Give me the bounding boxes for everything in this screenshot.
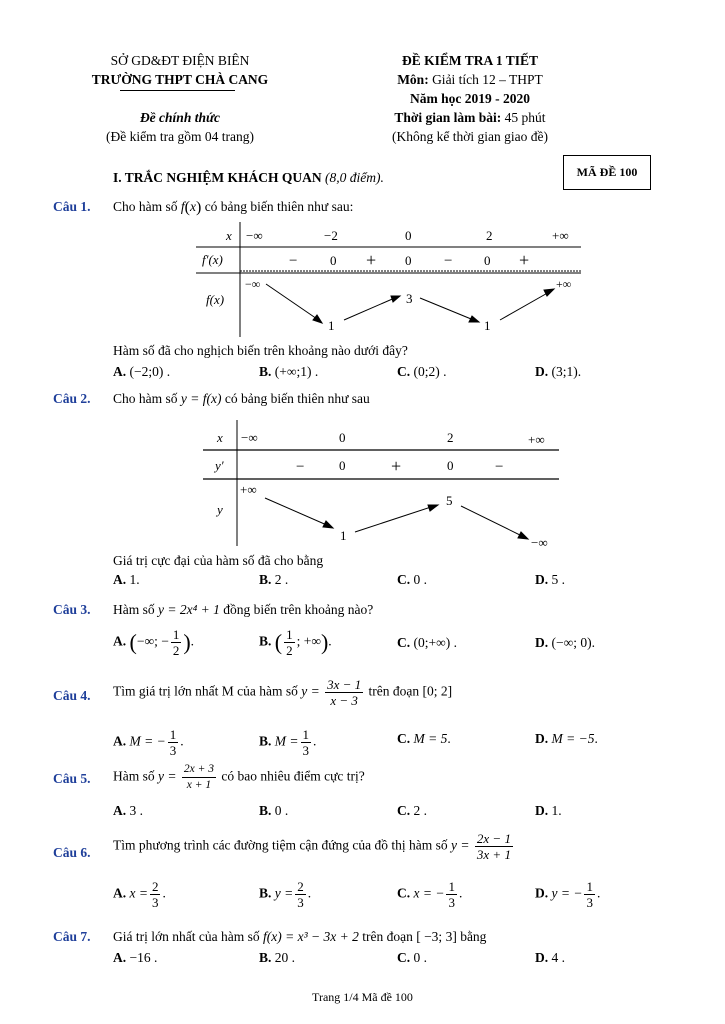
q6-label: Câu 6. <box>53 845 91 860</box>
school-name: TRƯỜNG THPT CHÀ CANG <box>91 72 269 87</box>
q5-option-b[interactable]: B. 0 . <box>259 803 289 818</box>
q6-option-d[interactable]: D. y = − $\frac{1}{3}$ . <box>535 879 601 910</box>
q2-variation-table <box>203 420 563 550</box>
q2-f2: 5 <box>446 493 453 508</box>
q1-f2: 3 <box>406 291 413 306</box>
q2-f3: −∞ <box>531 535 548 550</box>
q6-option-a[interactable]: A. x = $\frac{2}{3}$ . <box>113 879 166 910</box>
q3-label: Câu 3. <box>53 602 91 617</box>
q7-option-c[interactable]: C. 0 . <box>397 950 427 965</box>
q2-x0: −∞ <box>241 430 258 445</box>
q5-text <box>113 762 365 793</box>
q5-func-lhs: y = <box>158 768 177 784</box>
q2-s2: + <box>391 456 402 476</box>
q1-s0: − <box>289 253 298 269</box>
section-points: (8,0 điểm). <box>325 170 384 185</box>
q2-f1: 1 <box>340 528 347 543</box>
q4-option-b[interactable]: B. M = $\frac{1}{3}$ . <box>259 727 317 758</box>
q4-option-d[interactable]: D. M = −5. <box>535 731 598 746</box>
q7-text-a: Giá trị lớn nhất của hàm số <box>113 929 260 944</box>
q7-label: Câu 7. <box>53 929 91 944</box>
q1-x1: −2 <box>324 228 338 243</box>
section-title <box>113 170 384 186</box>
q4-text <box>113 677 452 708</box>
q2-row-d: y′ <box>215 458 224 473</box>
q1-row-x: x <box>226 228 232 243</box>
q1-func: f(x) <box>180 199 202 216</box>
q2-s0: − <box>296 459 305 475</box>
q2-func: y = f(x) <box>180 391 225 406</box>
q4-interval: [0; 2] <box>422 683 453 699</box>
q2-option-a[interactable]: A. 1. <box>113 572 140 587</box>
q4-fraction: $\frac{3x - 1}{x - 3}$ <box>327 677 362 708</box>
q7-interval: [ −3; 3] <box>416 929 457 944</box>
q1-text <box>113 199 353 217</box>
q6-option-c[interactable]: C. x = − $\frac{1}{3}$ . <box>397 879 463 910</box>
time-label: Thời gian làm bài: <box>394 110 502 125</box>
exam-title: ĐỀ KIỂM TRA 1 TIẾT <box>401 53 539 68</box>
q1-row-d: f′(x) <box>202 252 223 267</box>
section-heading: I. TRẮC NGHIỆM KHÁCH QUAN <box>113 170 322 185</box>
q6-option-b[interactable]: B. y = $\frac{2}{3}$ . <box>259 879 312 910</box>
q1-s5: 0 <box>484 253 491 268</box>
page-footer: Trang 1/4 Mã đề 100 <box>312 990 413 1004</box>
q4-option-c[interactable]: C. M = 5. <box>397 731 451 746</box>
q2-s3: 0 <box>447 458 454 473</box>
exam-code-box: MÃ ĐỀ 100 <box>563 155 651 190</box>
q2-row-f: y <box>217 502 223 517</box>
q2-s1: 0 <box>339 458 346 473</box>
q1-text-b: có bảng biến thiên như sau: <box>204 199 354 215</box>
q3-option-b[interactable]: B. ( $\frac{1}{2}$ ; +∞). <box>259 627 332 658</box>
q1-f0: −∞ <box>245 277 261 291</box>
q1-s2: + <box>366 250 377 270</box>
q2-option-b[interactable]: B. 2 . <box>259 572 289 587</box>
q3-text-b: đồng biến trên khoảng nào? <box>223 602 374 617</box>
q3-option-a[interactable]: A. (−∞; − $\frac{1}{2}$ ). <box>113 627 195 658</box>
q1-label: Câu 1. <box>53 199 91 214</box>
q4-func-lhs: y = <box>301 683 320 699</box>
q3-option-c[interactable]: C. (0;+∞) . <box>397 635 457 650</box>
q2-question: Giá trị cực đại của hàm số đã cho bằng <box>113 553 324 568</box>
q7-func: f(x) = x³ − 3x + 2 <box>262 929 359 944</box>
time-line <box>360 110 580 126</box>
q3-text-a: Hàm số <box>113 602 155 617</box>
time-note: (Không kể thời gian giao đề) <box>392 129 548 144</box>
q2-text-a: Cho hàm số <box>113 391 178 406</box>
q7-option-a[interactable]: A. −16 . <box>113 950 158 965</box>
q7-text-b: trên đoạn <box>362 929 413 944</box>
q2-x3: +∞ <box>528 432 545 447</box>
q6-text-a: Tìm phương trình các đường tiệm cận đứng của đồ thị hàm số <box>113 837 448 853</box>
q7-option-d[interactable]: D. 4 . <box>535 950 565 965</box>
q2-x2: 2 <box>447 430 454 445</box>
q1-x0: −∞ <box>246 228 263 243</box>
q1-option-b[interactable]: B. (+∞;1) . <box>259 364 319 379</box>
q1-s1: 0 <box>330 253 337 268</box>
q1-text-a: Cho hàm số <box>113 199 178 215</box>
q2-text <box>113 391 370 407</box>
q6-func-lhs: y = <box>451 837 470 853</box>
q2-option-c[interactable]: C. 0 . <box>397 572 427 587</box>
q2-row-x: x <box>217 430 223 445</box>
q2-label: Câu 2. <box>53 391 91 406</box>
school-underline <box>120 90 235 91</box>
q6-fraction: $\frac{2x - 1}{3x + 1}$ <box>476 831 511 862</box>
q1-option-a[interactable]: A. (−2;0) . <box>113 364 171 379</box>
q1-x4: +∞ <box>552 228 569 243</box>
pages-note: (Đề kiểm tra gồm 04 trang) <box>105 129 255 144</box>
q1-question: Hàm số đã cho nghịch biến trên khoảng nào dưới đây? <box>113 343 408 358</box>
q4-text-a: Tìm giá trị lớn nhất M của hàm số <box>113 683 298 699</box>
q5-label: Câu 5. <box>53 771 91 786</box>
q1-x3: 2 <box>486 228 493 243</box>
dept-name: SỞ GD&ĐT ĐIỆN BIÊN <box>110 53 250 68</box>
q4-text-b: trên đoạn <box>368 683 420 699</box>
q2-text-b: có bảng biến thiên như sau <box>224 391 370 406</box>
q5-text-a: Hàm số <box>113 768 155 784</box>
q2-option-d[interactable]: D. 5 . <box>535 572 565 587</box>
q7-option-b[interactable]: B. 20 . <box>259 950 296 965</box>
q2-s4: − <box>495 459 504 475</box>
q1-option-d[interactable]: D. (3;1). <box>535 364 582 379</box>
q1-s3: 0 <box>405 253 412 268</box>
q2-f0: +∞ <box>240 482 257 497</box>
q7-text <box>113 929 486 945</box>
q1-f3: 1 <box>484 318 491 333</box>
q4-option-a[interactable]: A. M = − $\frac{1}{3}$ . <box>113 727 184 758</box>
q1-option-c[interactable]: C. (0;2) . <box>397 364 447 379</box>
subject: Giải tích 12 – THPT <box>432 72 543 87</box>
q7-text-c: bằng <box>460 929 487 944</box>
q1-s6: + <box>519 250 530 270</box>
school-year: Năm học 2019 - 2020 <box>410 91 530 106</box>
q5-text-b: có bao nhiêu điểm cực trị? <box>221 768 365 784</box>
q2-x1: 0 <box>339 430 346 445</box>
official-label: Đề chính thức <box>139 110 221 125</box>
q1-x2: 0 <box>405 228 412 243</box>
q6-text <box>113 831 515 862</box>
q1-row-f: f(x) <box>206 292 225 307</box>
q1-f1: 1 <box>328 318 335 333</box>
q5-option-c[interactable]: C. 2 . <box>397 803 427 818</box>
q5-option-d[interactable]: D. 1. <box>535 803 562 818</box>
q3-text <box>113 602 373 618</box>
q4-label: Câu 4. <box>53 688 91 703</box>
subject-label: Môn: <box>397 72 429 87</box>
q1-f4: +∞ <box>556 277 572 291</box>
q1-variation-table <box>196 222 586 340</box>
time-value: 45 phút <box>504 110 546 125</box>
q1-s4: − <box>444 253 453 269</box>
subject-line <box>360 72 580 88</box>
q3-func: y = 2x⁴ + 1 <box>158 602 220 617</box>
q5-fraction: $\frac{2x + 3}{x + 1}$ <box>183 763 214 791</box>
q3-option-d[interactable]: D. (−∞; 0). <box>535 635 595 650</box>
q5-option-a[interactable]: A. 3 . <box>113 803 143 818</box>
